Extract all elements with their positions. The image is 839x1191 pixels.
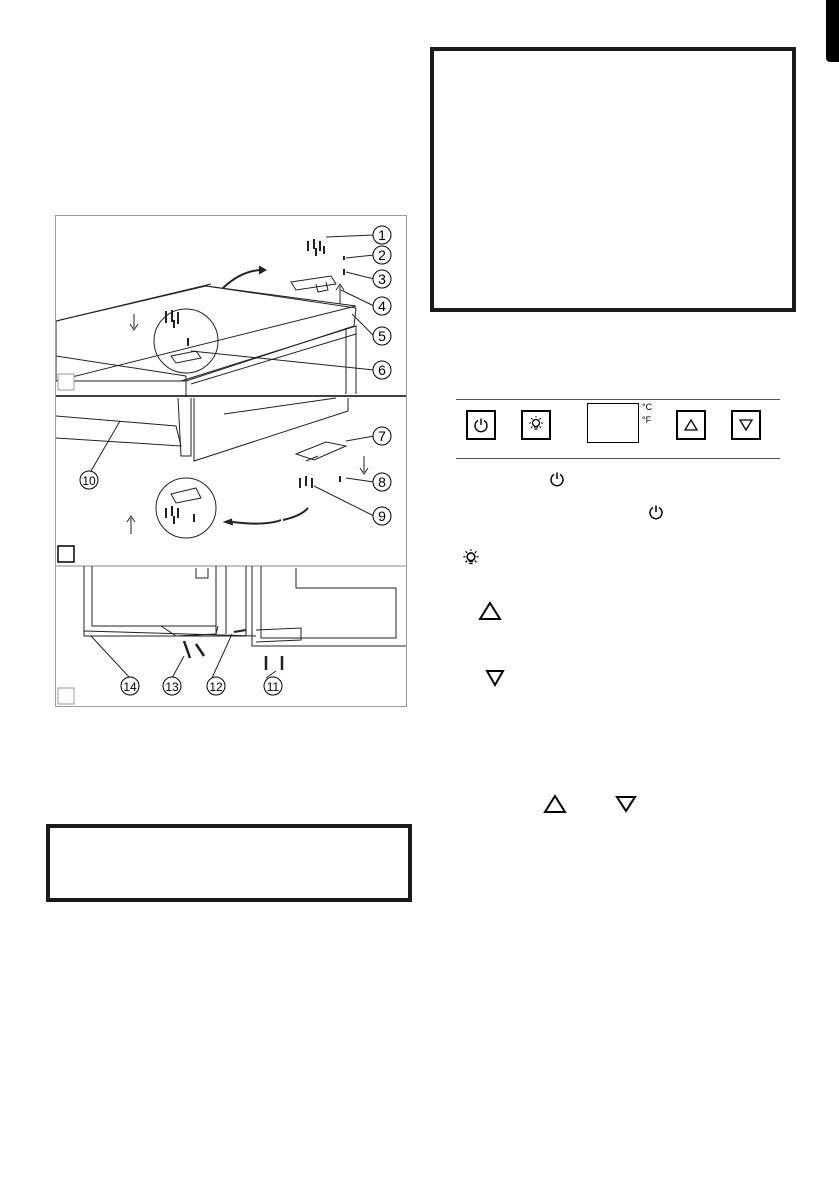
down-triangle-icon bbox=[614, 794, 638, 814]
callout-layer bbox=[56, 216, 407, 707]
callout-number: 11 bbox=[266, 680, 280, 694]
door-reversal-diagram bbox=[55, 215, 407, 707]
callout-13 bbox=[163, 677, 181, 695]
callout-1 bbox=[373, 226, 391, 244]
light-icon bbox=[460, 548, 482, 570]
callout-8 bbox=[373, 473, 391, 491]
callout-number: 5 bbox=[378, 328, 386, 344]
notice-box-left bbox=[46, 824, 412, 902]
power-icon bbox=[647, 503, 665, 521]
callout-11 bbox=[264, 677, 282, 695]
page-edge-tab bbox=[826, 0, 839, 62]
temperature-down-button[interactable] bbox=[731, 410, 761, 440]
callout-number: 2 bbox=[378, 247, 386, 263]
unit-fahrenheit: °F bbox=[642, 415, 652, 425]
callout-12 bbox=[207, 677, 225, 695]
callout-6 bbox=[373, 361, 391, 379]
callout-number: 7 bbox=[378, 428, 386, 444]
callout-7 bbox=[373, 427, 391, 445]
callout-number: 12 bbox=[209, 680, 223, 694]
callout-number: 10 bbox=[82, 474, 96, 488]
power-icon bbox=[548, 470, 566, 488]
up-triangle-icon bbox=[542, 793, 568, 815]
callout-10 bbox=[80, 471, 98, 489]
callout-2 bbox=[373, 246, 391, 264]
callout-9 bbox=[373, 507, 391, 525]
callout-3 bbox=[373, 270, 391, 288]
control-panel bbox=[456, 399, 780, 459]
up-triangle-icon bbox=[478, 600, 502, 622]
callout-14 bbox=[121, 677, 139, 695]
notice-box-right bbox=[430, 47, 796, 312]
callout-number: 1 bbox=[378, 227, 386, 243]
light-button[interactable] bbox=[521, 410, 551, 440]
up-triangle-icon bbox=[683, 418, 699, 432]
callout-4 bbox=[373, 297, 391, 315]
callout-number: 8 bbox=[378, 474, 386, 490]
callout-number: 4 bbox=[378, 298, 386, 314]
callout-number: 13 bbox=[165, 680, 179, 694]
temperature-display bbox=[587, 403, 639, 443]
callout-number: 3 bbox=[378, 271, 386, 287]
down-triangle-icon bbox=[738, 418, 754, 432]
temperature-up-button[interactable] bbox=[676, 410, 706, 440]
down-triangle-icon bbox=[484, 668, 506, 688]
power-button[interactable] bbox=[466, 410, 496, 440]
unit-celsius: °C bbox=[642, 402, 653, 412]
callout-number: 6 bbox=[378, 362, 386, 378]
power-icon bbox=[473, 417, 489, 433]
light-icon bbox=[526, 415, 546, 435]
callout-5 bbox=[373, 327, 391, 345]
callout-number: 9 bbox=[378, 508, 386, 524]
callout-number: 14 bbox=[123, 680, 137, 694]
